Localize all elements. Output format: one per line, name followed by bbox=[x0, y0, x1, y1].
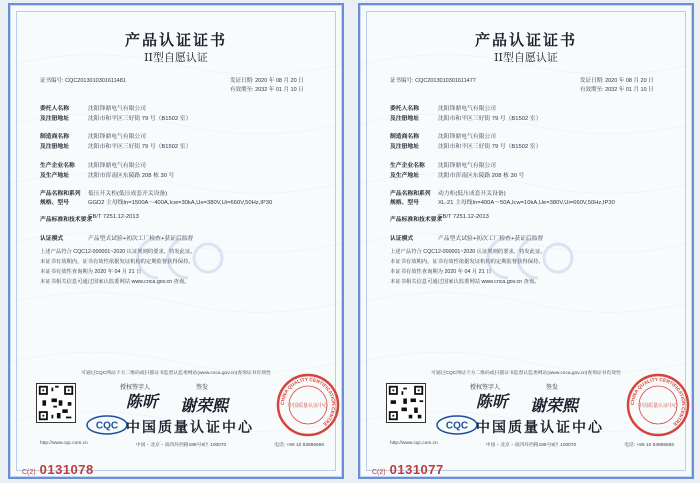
standard-label: 产品标准和技术要求 bbox=[390, 217, 443, 223]
factory-name: 沈阳锋鼎电气有限公司 bbox=[88, 163, 146, 169]
manufacturer-address: 沈阳市和平区三好街 79 号（B1502 室） bbox=[88, 144, 192, 150]
cert-number: CQC2013010301611477 bbox=[415, 78, 476, 84]
footer-note: 可通过CQC网站下方二维码或扫描证书监督认监委网站(www.cnca.gov.cn)查询证书有效性 bbox=[81, 371, 271, 376]
product-model: XL-21 主母线In=400A～50A,Icw=10kA,Ue=380V,Ui=660V,50Hz,IP30 bbox=[438, 200, 615, 206]
signature-1: 陈昕 bbox=[126, 392, 159, 411]
factory-label: 生产企业名称 bbox=[390, 163, 425, 169]
cqc-logo-text: CQC bbox=[95, 420, 119, 432]
qr-code[interactable] bbox=[36, 383, 76, 423]
factory-address: 沈阳市浑南区东陵路 208 栋 30 号 bbox=[88, 173, 175, 179]
bottom-info bbox=[40, 441, 324, 448]
serial-number bbox=[22, 461, 94, 479]
cert-number-label: 证书编号: bbox=[390, 78, 414, 84]
signature-1: 陈昕 bbox=[476, 392, 509, 411]
certificate-left bbox=[8, 3, 344, 479]
qr-code-icon bbox=[37, 384, 75, 422]
certificate-right bbox=[358, 3, 694, 479]
valid-date-label: 有效期至: bbox=[230, 87, 254, 93]
website[interactable]: http://www.cqc.com.cn bbox=[40, 441, 88, 446]
manufacturer-address-label: 及注册地址 bbox=[40, 144, 69, 150]
cert-number: CQC2013010301611481 bbox=[65, 78, 126, 84]
signee-label: 签发 bbox=[196, 385, 209, 391]
factory-address-label: 及生产地址 bbox=[40, 173, 69, 179]
valid-date-row bbox=[580, 85, 654, 93]
body-text-3-label: 本证书有效性查询期为 bbox=[40, 269, 93, 275]
manufacturer-address: 沈阳市和平区三好街 79 号（B1502 室） bbox=[438, 144, 542, 150]
cqc-logo-icon bbox=[436, 415, 478, 435]
issue-date-label: 发证日期: bbox=[230, 78, 254, 84]
phone: 电话: +86 10 83886666 bbox=[624, 443, 674, 448]
manufacturer-label: 制造商名称 bbox=[40, 134, 69, 140]
bottom-info bbox=[390, 441, 674, 448]
body-text-1: 上述产品符合 CQC12-000001~2020 认证规则的要求，特发此证。 bbox=[390, 249, 546, 255]
qr-code-icon bbox=[387, 384, 425, 422]
client-address-label: 及注册地址 bbox=[40, 116, 69, 122]
factory-address-label: 及生产地址 bbox=[390, 173, 419, 179]
cert-number-label: 证书编号: bbox=[40, 78, 64, 84]
org-name: 中国质量认证中心 bbox=[126, 419, 254, 435]
mode-value: 产品型式试验+初次工厂检查+获证后监督 bbox=[88, 236, 194, 242]
issue-date-row bbox=[230, 76, 304, 84]
qr-code[interactable] bbox=[386, 383, 426, 423]
product-name: 动力柜(低压成套开关设备) bbox=[438, 191, 506, 197]
product-model: GGD2 主母线In=1500A～400A,Icw=30kA,Ue=380V,Ui=660V,50Hz,IP30 bbox=[88, 200, 273, 206]
product-name: 低压开关柜(低压成套开关设备) bbox=[88, 191, 168, 197]
body-text-3-date: 2020 年 04 月 21 日 bbox=[94, 269, 142, 275]
certificate-subtitle: II型自愿认证 bbox=[144, 51, 208, 64]
seal-outer-text: CHINA QUALITY CERTIFICATION CENTRE bbox=[630, 377, 686, 427]
client-name: 沈阳锋鼎电气有限公司 bbox=[88, 106, 146, 112]
mode-value: 产品型式试验+初次工厂检查+获证后监督 bbox=[438, 236, 544, 242]
serial-number bbox=[372, 461, 444, 479]
valid-date: 2032 年 01 月 10 日 bbox=[255, 87, 304, 93]
seal-icon bbox=[276, 373, 340, 437]
product-label: 产品名称和系列 bbox=[390, 191, 431, 197]
mode-label: 认证模式 bbox=[390, 236, 414, 242]
seal-inner-text: 中国质量认证中心 bbox=[637, 403, 679, 409]
certificate-title: 产品认证证书 bbox=[124, 31, 227, 49]
client-address: 沈阳市和平区三好街 79 号（B1502 室） bbox=[88, 116, 192, 122]
body-text-3-date: 2020 年 04 月 21 日 bbox=[444, 269, 492, 275]
cert-number-row bbox=[390, 76, 476, 84]
body-text-2: 本证书有效期内，证书有效性依据发证机构的定期监督获得保持。 bbox=[40, 259, 194, 265]
serial-no: 0131078 bbox=[39, 462, 94, 477]
serial-prefix: C(2) bbox=[22, 469, 36, 476]
signature-2: 谢荣熙 bbox=[530, 396, 579, 415]
serial-prefix: C(2) bbox=[372, 469, 386, 476]
issue-date-label: 发证日期: bbox=[580, 78, 604, 84]
client-address-label: 及注册地址 bbox=[390, 116, 419, 122]
product-label: 产品名称和系列 bbox=[40, 191, 81, 197]
serial-no: 0131077 bbox=[389, 462, 444, 477]
body-text-3-label: 本证书有效性查询期为 bbox=[390, 269, 443, 275]
issue-date: 2020 年 08 月 20 日 bbox=[605, 78, 654, 84]
mode-label: 认证模式 bbox=[40, 236, 64, 242]
org-address: 中国・北京・南四环西路188号9区 100070 bbox=[135, 443, 227, 448]
seal-inner-text: 中国质量认证中心 bbox=[287, 403, 329, 409]
factory-label: 生产企业名称 bbox=[40, 163, 75, 169]
standard-value: GB/T 7251.12-2013 bbox=[88, 214, 139, 220]
manufacturer-address-label: 及注册地址 bbox=[390, 144, 419, 150]
body-text-4: 本证书相关信息可通过国家认监委网站 www.cnca.gov.cn 查询。 bbox=[40, 279, 190, 285]
footer-note: 可通过CQC网站下方二维码或扫描证书监督认监委网站(www.cnca.gov.cn)查询证书有效性 bbox=[431, 371, 621, 376]
client-name: 沈阳锋鼎电气有限公司 bbox=[438, 106, 496, 112]
seal-outer-text: CHINA QUALITY CERTIFICATION CENTRE bbox=[280, 377, 336, 427]
cqc-logo-text: CQC bbox=[445, 420, 469, 432]
phone: 电话: +86 10 83886666 bbox=[274, 443, 324, 448]
signee-label: 签发 bbox=[546, 385, 559, 391]
issue-date: 2020 年 08 月 20 日 bbox=[255, 78, 304, 84]
cqc-logo-icon bbox=[86, 415, 128, 435]
certificate-title: 产品认证证书 bbox=[474, 31, 577, 49]
valid-date-label: 有效期至: bbox=[580, 87, 604, 93]
client-address: 沈阳市和平区三好街 79 号（B1502 室） bbox=[438, 116, 542, 122]
certificate-subtitle: II型自愿认证 bbox=[494, 51, 558, 64]
body-text-1: 上述产品符合 CQC12-000001~2020 认证规则的要求，特发此证。 bbox=[40, 249, 196, 255]
product-model-label: 规格、型号 bbox=[40, 200, 69, 206]
signature-2: 谢荣熙 bbox=[180, 396, 229, 415]
body-text-4: 本证书相关信息可通过国家认监委网站 www.cnca.gov.cn 查询。 bbox=[390, 279, 540, 285]
standard-value: GB/T 7251.12-2013 bbox=[438, 214, 489, 220]
website[interactable]: http://www.cqc.com.cn bbox=[390, 441, 438, 446]
issue-date-row bbox=[580, 76, 654, 84]
manufacturer-name: 沈阳锋鼎电气有限公司 bbox=[88, 134, 146, 140]
signer-label: 授权签字人 bbox=[120, 385, 151, 391]
org-address: 中国・北京・南四环西路188号9区 100070 bbox=[485, 443, 577, 448]
standard-label: 产品标准和技术要求 bbox=[40, 217, 93, 223]
valid-date-row bbox=[230, 85, 304, 93]
factory-name: 沈阳锋鼎电气有限公司 bbox=[438, 163, 496, 169]
manufacturer-name: 沈阳锋鼎电气有限公司 bbox=[438, 134, 496, 140]
org-name: 中国质量认证中心 bbox=[476, 419, 604, 435]
client-label: 委托人名称 bbox=[390, 106, 419, 112]
cqc-watermark bbox=[480, 223, 575, 293]
signer-label: 授权签字人 bbox=[470, 385, 501, 391]
manufacturer-label: 制造商名称 bbox=[390, 134, 419, 140]
cqc-watermark bbox=[130, 223, 225, 293]
seal-icon bbox=[626, 373, 690, 437]
product-model-label: 规格、型号 bbox=[390, 200, 419, 206]
factory-address: 沈阳市浑南区东陵路 208 栋 30 号 bbox=[438, 173, 525, 179]
valid-date: 2032 年 01 月 10 日 bbox=[605, 87, 654, 93]
client-label: 委托人名称 bbox=[40, 106, 69, 112]
body-text-2: 本证书有效期内，证书有效性依据发证机构的定期监督获得保持。 bbox=[390, 259, 544, 265]
cert-number-row bbox=[40, 76, 126, 84]
